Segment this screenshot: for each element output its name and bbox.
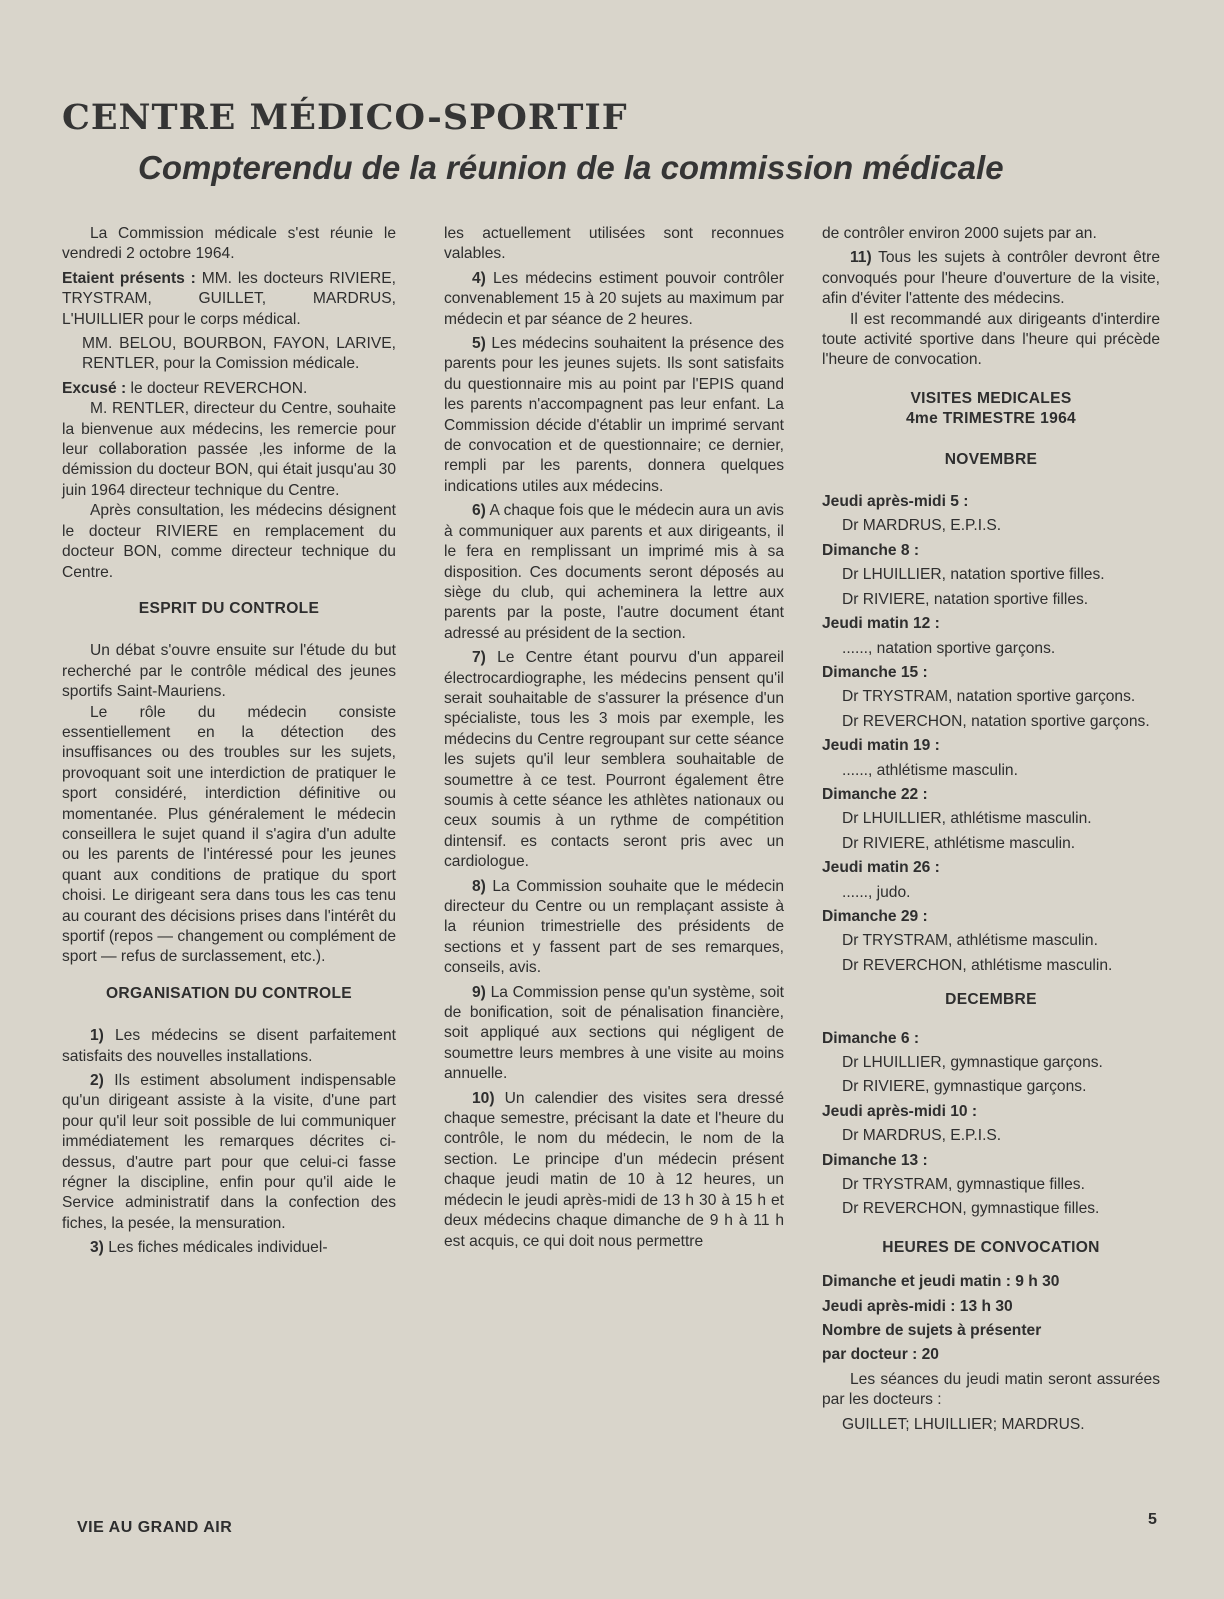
point-9-number: 9) (472, 983, 486, 1001)
schedule-day: Jeudi matin 12 : (822, 615, 940, 633)
convocation-thursday: Jeudi après-midi : 13 h 30 (822, 1297, 1013, 1315)
point-8-number: 8) (472, 877, 486, 895)
point-7 (444, 648, 784, 872)
schedule-entry: Dr REVERCHON, athlétisme masculin. (842, 956, 1113, 974)
point-4-text: Les médecins estiment pouvoir contrôler convenablement 15 à 20 sujets au maximum par médecin et par séance de 2 heures. (444, 269, 784, 328)
heading-trimestre: 4me TRIMESTRE 1964 (905, 410, 1077, 428)
point-10 (444, 1089, 784, 1252)
point-7-text: Le Centre étant pourvu d'un appareil électrocardiographe, les médecins pensent qu'il serait souhaitable de s'assurer la présence d'un spécialiste, tous les 3 mois par exemple, les médecins du Centre regroupant sur cette séance les sujets qu'il leur semblera souhaitable de soumettre à ce test. Pourront également être soumis à cette séance les athlètes nationaux ou ceux soumis à un rythme de compétition dintensif. es contacts seront pris avec un cardiologue. (444, 649, 784, 871)
point-1-number: 1) (90, 1027, 104, 1045)
point-8-text: La Commission souhaite que le médecin directeur du Centre ou un remplaçant assiste à la réunion trimestrielle des présidents de sections et y fassent part de ses remarques, conseils, avis. (444, 877, 784, 977)
schedule-entry: Dr LHUILLIER, athlétisme masculin. (842, 810, 1092, 828)
consultation-paragraph: Après consultation, les médecins désignent le docteur RIVIERE en remplacement du docteur BON, comme directeur technique du Centre. (62, 502, 396, 581)
debat-paragraph: Un débat s'ouvre ensuite sur l'étude du but recherché par le contrôle médical des jeunes sportifs Saint-Mauriens. (62, 642, 396, 701)
point-3-continued: les actuellement utilisées sont reconnues valables. (444, 225, 784, 263)
point-3-text: Les fiches médicales individuel- (108, 1239, 328, 1257)
point-3-number: 3) (90, 1239, 104, 1257)
heading-visites: VISITES MEDICALES (910, 389, 1072, 407)
excuse-label: Excusé : (62, 379, 127, 397)
schedule-entry: Dr TRYSTRAM, athlétisme masculin. (842, 932, 1098, 950)
recommendation-paragraph: Il est recommandé aux dirigeants d'interdire toute activité sportive dans l'heure qui précède l'heure de convocation. (822, 310, 1160, 369)
convocation-count: Nombre de sujets à présenter (822, 1322, 1042, 1340)
point-5 (444, 334, 784, 497)
point-6-number: 6) (472, 502, 486, 520)
schedule-day: Jeudi matin 19 : (822, 737, 940, 755)
schedule-day: Jeudi après-midi 10 : (822, 1102, 978, 1120)
point-11 (822, 248, 1160, 309)
schedule-entry: ......, natation sportive garçons. (842, 639, 1056, 657)
schedule-day: Jeudi matin 26 : (822, 859, 940, 877)
schedule-day: Dimanche 29 : (822, 907, 928, 925)
magazine-name: VIE AU GRAND AIR (77, 1519, 233, 1536)
convocation-sunday: Dimanche et jeudi matin : 9 h 30 (822, 1273, 1060, 1291)
intro-paragraph: La Commission médicale s'est réunie le vendredi 2 octobre 1964. (62, 225, 396, 263)
point-2 (62, 1071, 396, 1234)
schedule-entry: Dr LHUILLIER, gymnastique garçons. (842, 1054, 1103, 1071)
point-4-number: 4) (472, 269, 486, 287)
column-2 (444, 224, 784, 1256)
schedule-entry: Dr TRYSTRAM, gymnastique filles. (842, 1176, 1085, 1194)
page-number: 5 (1148, 1511, 1157, 1528)
point-6 (444, 501, 784, 644)
point-5-number: 5) (472, 335, 486, 353)
schedule-entry: Dr RIVIERE, gymnastique garçons. (842, 1078, 1087, 1096)
excuse-paragraph (62, 379, 396, 399)
schedule-entry: Dr TRYSTRAM, natation sportive garçons. (842, 688, 1136, 706)
point-4 (444, 269, 784, 330)
convocation-per-doctor: par docteur : 20 (822, 1346, 939, 1364)
rentler-paragraph: M. RENTLER, directeur du Centre, souhaite la bienvenue aux médecins, les remercie pour leur collaboration passée ,les informe de la démission du docteur BON, qui était jusqu'au 30 juin 1964 directeur technique du Centre. (62, 400, 396, 499)
schedule-day: Dimanche 15 : (822, 663, 928, 681)
point-5-text: Les médecins souhaitent la présence des parents pour les jeunes sujets. Ils sont satisfaits du questionnaire mis au point par l'EPIS quand les parents n'accompagnent pas leur enfant. La Commission décide d'établir un imprimé servant de convocation et de questionnaire; ce dernier, rempli par les parents, donnera quelques indications utiles aux médecins. (444, 335, 784, 495)
schedule-entry: Dr REVERCHON, gymnastique filles. (842, 1200, 1100, 1218)
column-3 (822, 224, 1160, 1439)
point-10-continued: de contrôler environ 2000 sujets par an. (822, 225, 1097, 242)
presents-text: MM. les docteurs RIVIERE, TRYSTRAM, GUILLET, MARDRUS, L'HUILLIER pour le corps médical. (62, 269, 396, 328)
point-6-text: A chaque fois que le médecin aura un avis à communiquer aux parents et aux dirigeants, il le fera en remplissant un imprimé mis à sa disposition. Ces documents seront déposés au siège du club, qui acheminera la lettre aux parents par la poste, l'autre document étant adressé au président de la section. (444, 502, 784, 642)
schedule-entry: Dr RIVIERE, natation sportive filles. (842, 590, 1089, 608)
doctors-list: GUILLET; LHUILLIER; MARDRUS. (842, 1415, 1085, 1433)
point-7-number: 7) (472, 649, 486, 667)
point-2-number: 2) (90, 1072, 104, 1090)
point-11-text: Tous les sujets à contrôler devront être convoqués pour l'heure d'ouverture de la visite, afin d'éviter l'attente des médecins. (822, 249, 1160, 308)
article-subtitle: Compterendu de la réunion de la commission médicale (138, 149, 1004, 186)
role-paragraph: Le rôle du médecin consiste essentiellement en la détection des insuffisances ou des troubles sur les sujets, provoquant soit une interdiction de pratiquer le sport considéré, interdiction définitive ou momentanée. Plus généralement le médecin conseillera le sujet quand il s'agira d'un adulte ou les parents de l'intéressé pour les jeunes quant aux conditions de pratique du sport choisi. Le dirigeant sera dans tous les cas tenu au courant des décisions prises dans l'intérêt du sportif (repos — changement ou complément de sport — refus de surclassement, etc.). (62, 703, 396, 966)
article-title: CENTRE MÉDICO-SPORTIF (62, 97, 628, 138)
schedule-day: Jeudi après-midi 5 : (822, 493, 969, 511)
point-1 (62, 1026, 396, 1067)
schedule-day: Dimanche 6 : (822, 1029, 920, 1047)
point-9 (444, 983, 784, 1085)
presents-paragraph (62, 269, 396, 330)
schedule-entry: ......, athlétisme masculin. (842, 761, 1018, 779)
point-10-number: 10) (472, 1089, 495, 1107)
seances-paragraph: Les séances du jeudi matin seront assurées par les docteurs : (822, 1370, 1160, 1409)
point-9-text: La Commission pense qu'un système, soit de bonification, soit de pénalisation financière, soit appliqué aux sections qui négligent de soumettre leurs membres à une visite au moins annuelle. (444, 983, 784, 1083)
schedule-decembre (822, 1029, 1160, 1220)
column-1 (62, 224, 396, 1263)
excuse-text: le docteur REVERCHON. (130, 379, 308, 397)
heading-novembre: NOVEMBRE (944, 450, 1038, 468)
point-2-text: Ils estiment absolument indispensable qu'un dirigeant assiste à la visite, d'une part pour qu'il leur soit possible de lui communiquer immédiatement les remarques décrites ci-dessus, d'autre part pour que celui-ci fasse régner la discipline, enfin pour qu'il aide le Service administratif dans la confection des fiches, la pesée, la mensuration. (62, 1072, 396, 1232)
point-3 (62, 1238, 396, 1258)
heading-decembre: DECEMBRE (945, 991, 1037, 1009)
point-1-text: Les médecins se disent parfaitement satisfaits des nouvelles installations. (62, 1027, 396, 1065)
schedule-entry: Dr RIVIERE, athlétisme masculin. (842, 834, 1076, 852)
schedule-day: Dimanche 13 : (822, 1151, 928, 1169)
point-11-number: 11) (850, 249, 872, 267)
heading-organisation: ORGANISATION DU CONTROLE (105, 984, 352, 1002)
schedule-entry: ......, judo. (842, 883, 911, 901)
presents-commission: MM. BELOU, BOURBON, FAYON, LARIVE, RENTLER, pour la Comission médicale. (82, 335, 396, 373)
schedule-entry: Dr MARDRUS, E.P.I.S. (842, 517, 1002, 535)
schedule-entry: Dr LHUILLIER, natation sportive filles. (842, 566, 1105, 584)
presents-label: Etaient présents : (62, 269, 196, 287)
point-8 (444, 877, 784, 979)
schedule-day: Dimanche 8 : (822, 541, 920, 559)
heading-heures: HEURES DE CONVOCATION (882, 1238, 1100, 1256)
schedule-entry: Dr MARDRUS, E.P.I.S. (842, 1127, 1002, 1145)
schedule-day: Dimanche 22 : (822, 785, 928, 803)
point-10-text: Un calendier des visites sera dressé chaque semestre, précisant la date et l'heure du contrôle, le nom du médecin, le nom de la section. Le principe d'un médecin présent chaque jeudi matin de 10 à 12 heures, un médecin le jeudi après-midi de 13 h 30 à 15 h et deux médecins chaque dimanche de 9 h à 11 h est acquis, ce qui doit nous permettre (444, 1089, 784, 1250)
heading-esprit: ESPRIT DU CONTROLE (138, 599, 320, 617)
schedule-entry: Dr REVERCHON, natation sportive garçons. (842, 712, 1150, 730)
schedule-novembre (822, 492, 1160, 976)
